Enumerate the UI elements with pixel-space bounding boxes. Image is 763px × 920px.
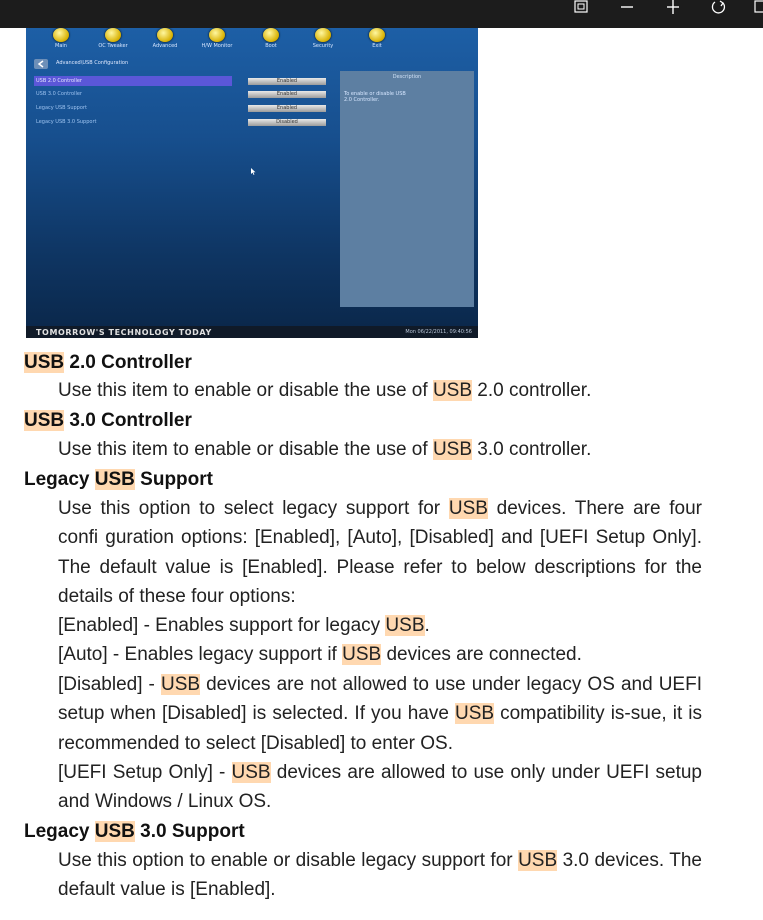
text: 3.0 controller.: [472, 439, 592, 460]
option-auto: [58, 643, 582, 667]
desc-legacy-usb3-support: [58, 846, 702, 905]
bios-row-label: USB 3.0 Controller: [36, 91, 82, 97]
nav-label: Boot: [265, 43, 277, 49]
desc-legacy-usb-support: [58, 494, 702, 611]
text: Use this item to enable or disable the use of: [58, 380, 433, 401]
highlight-usb: USB: [94, 469, 135, 490]
bios-row-usb3[interactable]: [34, 89, 232, 99]
rotate-icon[interactable]: [704, 0, 734, 14]
bios-datetime: Mon 06/22/2011, 09:40:56: [405, 329, 472, 335]
oc-tweaker-icon: [105, 28, 121, 42]
text: Use this option to enable or disable legacy support for: [58, 850, 519, 871]
home-icon: [53, 28, 69, 42]
panel-icon[interactable]: [744, 0, 763, 14]
bios-value-legacy-usb[interactable]: Enabled: [248, 105, 326, 112]
heading-text: 3.0 Support: [134, 821, 245, 842]
bios-row-legacy-usb3[interactable]: [34, 117, 232, 127]
bios-value-usb2[interactable]: Enabled: [248, 78, 326, 85]
heading-usb2-controller: [24, 351, 192, 375]
highlight-usb: USB: [160, 674, 201, 695]
nav-label: Exit: [372, 43, 382, 49]
highlight-usb: USB: [432, 439, 473, 460]
text: Use this item to enable or disable the use of: [58, 439, 433, 460]
heading-legacy-usb-support: [24, 468, 213, 492]
text: [Disabled] -: [58, 674, 161, 695]
desc-usb2-controller: [58, 379, 591, 403]
text: devices are not allowed to use under legacy OS and UEFI setup when [Disabled] is selected. If you have: [58, 674, 702, 725]
text: Use this option to select legacy support for: [58, 498, 449, 519]
fit-screen-icon[interactable]: [566, 0, 596, 14]
highlight-usb: USB: [342, 644, 382, 665]
bios-nav-bar: [26, 28, 478, 54]
highlight-usb: USB: [385, 615, 425, 636]
heading-text: Legacy: [24, 821, 95, 842]
boot-icon: [263, 28, 279, 42]
highlight-usb: USB: [518, 850, 558, 871]
bios-screenshot: [26, 28, 478, 338]
desc-usb3-controller: [58, 438, 591, 462]
bios-row-label: USB 2.0 Controller: [36, 78, 82, 84]
monitor-icon: [209, 28, 225, 42]
exit-icon: [369, 28, 385, 42]
text: 3.0 devices. The default value is [Enabled].: [58, 850, 702, 901]
bios-nav-advanced[interactable]: [140, 28, 190, 54]
nav-label: Security: [312, 43, 334, 49]
bios-help-title: Description: [392, 74, 422, 80]
heading-usb3-controller: [24, 409, 192, 433]
bios-slogan: TOMORROW'S TECHNOLOGY TODAY: [36, 328, 212, 337]
nav-label: Main: [55, 43, 67, 49]
option-disabled: [58, 670, 702, 758]
bios-value-legacy-usb3[interactable]: Disabled: [248, 119, 326, 126]
zoom-in-icon[interactable]: [658, 0, 688, 14]
bios-nav-main[interactable]: [36, 28, 86, 54]
heading-text: Legacy: [24, 469, 95, 490]
highlight-usb: USB: [24, 410, 65, 431]
bios-nav-boot[interactable]: [246, 28, 296, 54]
option-uefi-setup-only: [58, 758, 702, 817]
bios-nav-security[interactable]: [298, 28, 348, 54]
heading-text: 3.0 Controller: [64, 410, 192, 431]
bios-row-legacy-usb[interactable]: [34, 103, 232, 113]
mouse-cursor-icon: [251, 168, 256, 175]
text: [UEFI Setup Only] -: [58, 762, 232, 783]
nav-label: Advanced: [152, 43, 178, 49]
text: devices are connected.: [381, 644, 582, 665]
highlight-usb: USB: [432, 380, 473, 401]
text: devices are allowed to use only under UEFI setup and Windows / Linux OS.: [58, 762, 703, 813]
bios-row-usb2[interactable]: [34, 76, 232, 86]
shield-icon: [315, 28, 331, 42]
heading-text: 2.0 Controller: [64, 352, 192, 373]
option-enabled: [58, 614, 430, 638]
bios-help-text: To enable or disable USB 2.0 Controller.: [344, 91, 406, 103]
wrench-icon: [157, 28, 173, 42]
text: [Auto] - Enables legacy support if: [58, 644, 343, 665]
highlight-usb: USB: [94, 821, 135, 842]
highlight-usb: USB: [448, 498, 488, 519]
zoom-out-icon[interactable]: [612, 0, 642, 14]
text: 2.0 controller.: [472, 380, 592, 401]
highlight-usb: USB: [454, 703, 495, 725]
text: devices. There are four confi guration options: [Enabled], [Auto], [Disabled] and [UEFI Setup Only]. The default value is [Enabled]. Please refer to below descriptions for the details of these four options:: [58, 498, 702, 607]
heading-legacy-usb3-support: [24, 820, 245, 844]
text: [Enabled] - Enables support for legacy: [58, 615, 386, 636]
bios-nav-hw-monitor[interactable]: [192, 28, 242, 54]
nav-label: H/W Monitor: [201, 43, 233, 49]
bios-nav-exit[interactable]: [352, 28, 402, 54]
bios-nav-oc-tweaker[interactable]: [88, 28, 138, 54]
bios-footer: [26, 326, 478, 338]
bios-row-label: Legacy USB Support: [36, 105, 87, 111]
nav-label: OC Tweaker: [98, 43, 128, 49]
back-arrow-icon[interactable]: [34, 59, 48, 69]
highlight-usb: USB: [24, 352, 65, 373]
viewer-toolbar: [0, 0, 763, 28]
text: .: [424, 615, 430, 636]
bios-breadcrumb: Advanced\USB Configuration: [56, 60, 129, 66]
bios-row-label: Legacy USB 3.0 Support: [36, 119, 97, 125]
highlight-usb: USB: [231, 762, 271, 783]
bios-help-panel: [340, 71, 474, 307]
text: compatibility is-sue, it is recommended to select [Disabled] to enter OS.: [58, 703, 702, 754]
bios-value-usb3[interactable]: Enabled: [248, 91, 326, 98]
heading-text: Support: [134, 469, 213, 490]
